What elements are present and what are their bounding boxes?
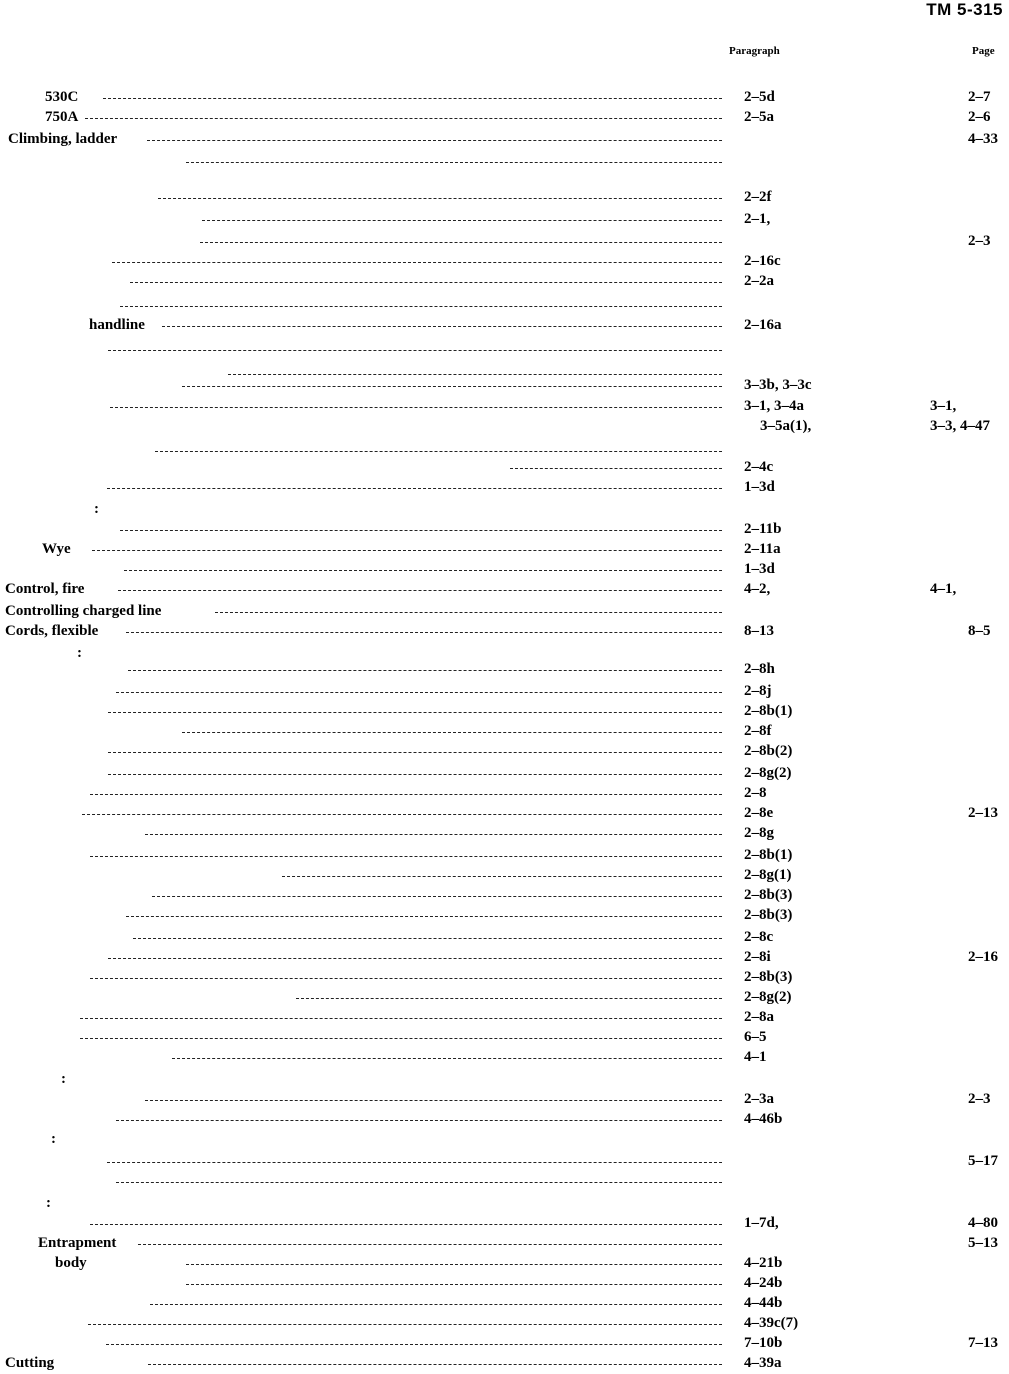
page-ref: 4–33 xyxy=(968,131,998,147)
page-ref: 4–1, xyxy=(930,581,957,597)
index-term: : xyxy=(94,501,99,517)
dot-leader xyxy=(126,632,722,633)
paragraph-ref: 4–46b xyxy=(744,1111,783,1127)
index-row xyxy=(0,602,1009,622)
index-row xyxy=(0,500,1009,520)
paragraph-ref: 3–5a(1), xyxy=(760,418,812,434)
index-row xyxy=(0,928,1009,948)
dot-leader xyxy=(215,612,722,613)
dot-leader xyxy=(186,1264,722,1265)
index-row xyxy=(0,1294,1009,1314)
index-term: Cords, flexible xyxy=(5,623,99,639)
paragraph-ref: 2–8b(3) xyxy=(744,969,793,985)
column-header-page: Page xyxy=(972,45,995,57)
dot-leader xyxy=(155,451,722,452)
dot-leader xyxy=(186,1284,722,1285)
index-row xyxy=(0,520,1009,540)
dot-leader xyxy=(90,856,722,857)
page-ref: 7–13 xyxy=(968,1335,998,1351)
dot-leader xyxy=(182,732,722,733)
index-row xyxy=(0,397,1009,417)
dot-leader xyxy=(118,590,722,591)
dot-leader xyxy=(120,530,722,531)
page-ref: 2–13 xyxy=(968,805,998,821)
dot-leader xyxy=(200,242,722,243)
dot-leader xyxy=(150,1304,722,1305)
dot-leader xyxy=(80,1018,722,1019)
dot-leader xyxy=(128,670,722,671)
dot-leader xyxy=(138,1244,722,1245)
index-row xyxy=(0,478,1009,498)
paragraph-ref: 4–39a xyxy=(744,1355,782,1371)
index-row xyxy=(0,846,1009,866)
paragraph-ref: 2–8b(3) xyxy=(744,887,793,903)
dot-leader xyxy=(116,692,722,693)
index-row xyxy=(0,130,1009,150)
paragraph-ref: 2–11b xyxy=(744,521,782,537)
index-row xyxy=(0,682,1009,702)
dot-leader xyxy=(202,220,722,221)
index-row xyxy=(0,1254,1009,1274)
index-row xyxy=(0,906,1009,926)
index-row xyxy=(0,88,1009,108)
index-term: Control, fire xyxy=(5,581,85,597)
index-row xyxy=(0,764,1009,784)
index-row xyxy=(0,340,1009,360)
paragraph-ref: 2–5a xyxy=(744,109,774,125)
paragraph-ref: 2–4c xyxy=(744,459,774,475)
dot-leader xyxy=(90,1224,722,1225)
page-ref: 8–5 xyxy=(968,623,991,639)
index-term: : xyxy=(77,645,82,661)
dot-leader xyxy=(162,326,722,327)
paragraph-ref: 2–8a xyxy=(744,1009,774,1025)
index-row xyxy=(0,1172,1009,1192)
index-row xyxy=(0,622,1009,642)
dot-leader xyxy=(145,834,722,835)
index-row xyxy=(0,1274,1009,1294)
paragraph-ref: 2–11a xyxy=(744,541,781,557)
index-row xyxy=(0,108,1009,128)
dot-leader xyxy=(82,814,722,815)
dot-leader xyxy=(112,262,722,263)
index-row xyxy=(0,824,1009,844)
paragraph-ref: 2–8b(3) xyxy=(744,907,793,923)
column-header-paragraph: Paragraph xyxy=(729,45,780,57)
paragraph-ref: 7–10b xyxy=(744,1335,783,1351)
index-term: body xyxy=(55,1255,87,1271)
dot-leader xyxy=(133,938,722,939)
paragraph-ref: 4–24b xyxy=(744,1275,783,1291)
index-row xyxy=(0,886,1009,906)
dot-leader xyxy=(172,1058,722,1059)
index-row xyxy=(0,458,1009,478)
index-term: Wye xyxy=(42,541,71,557)
dot-leader xyxy=(282,876,722,877)
index-row xyxy=(0,1070,1009,1090)
index-row xyxy=(0,1234,1009,1254)
paragraph-ref: 2–2f xyxy=(744,189,772,205)
paragraph-ref: 2–1, xyxy=(744,211,771,227)
index-term: 530C xyxy=(45,89,79,105)
paragraph-ref: 3–1, 3–4a xyxy=(744,398,804,414)
index-row xyxy=(0,376,1009,396)
paragraph-ref: 4–2, xyxy=(744,581,771,597)
index-row xyxy=(0,1334,1009,1354)
index-row xyxy=(0,152,1009,172)
paragraph-ref: 3–3b, 3–3c xyxy=(744,377,812,393)
paragraph-ref: 4–1 xyxy=(744,1049,767,1065)
paragraph-ref: 4–21b xyxy=(744,1255,783,1271)
dot-leader xyxy=(148,1364,722,1365)
index-row xyxy=(0,722,1009,742)
paragraph-ref: 2–8c xyxy=(744,929,774,945)
paragraph-ref: 2–8b(1) xyxy=(744,703,793,719)
paragraph-ref: 1–7d, xyxy=(744,1215,779,1231)
paragraph-ref: 2–8i xyxy=(744,949,771,965)
page-ref: 5–13 xyxy=(968,1235,998,1251)
index-row xyxy=(0,560,1009,580)
paragraph-ref: 2–8j xyxy=(744,683,772,699)
page-ref: 4–80 xyxy=(968,1215,998,1231)
page-ref: 2–3 xyxy=(968,1091,991,1107)
index-row xyxy=(0,660,1009,680)
page-ref: 2–6 xyxy=(968,109,991,125)
dot-leader xyxy=(108,752,722,753)
index-row xyxy=(0,1354,1009,1374)
doc-number: TM 5-315 xyxy=(926,0,1003,19)
dot-leader xyxy=(108,774,722,775)
dot-leader xyxy=(108,350,722,351)
index-row xyxy=(0,1130,1009,1150)
paragraph-ref: 1–3d xyxy=(744,479,775,495)
index-row xyxy=(0,580,1009,600)
paragraph-ref: 4–39c(7) xyxy=(744,1315,799,1331)
paragraph-ref: 2–8g xyxy=(744,825,774,841)
dot-leader xyxy=(228,374,722,375)
dot-leader xyxy=(103,98,722,99)
index-row xyxy=(0,702,1009,722)
index-row xyxy=(0,1110,1009,1130)
paragraph-ref: 8–13 xyxy=(744,623,774,639)
index-term: Entrapment xyxy=(38,1235,117,1251)
dot-leader xyxy=(90,794,722,795)
index-row xyxy=(0,866,1009,886)
dot-leader xyxy=(90,978,722,979)
page-ref: 3–1, xyxy=(930,398,957,414)
page-ref: 2–3 xyxy=(968,233,991,249)
paragraph-ref: 2–8g(2) xyxy=(744,765,792,781)
paragraph-ref: 2–16c xyxy=(744,253,781,269)
index-term: Cutting xyxy=(5,1355,55,1371)
index-row xyxy=(0,1314,1009,1334)
dot-leader xyxy=(116,1120,722,1121)
index-row xyxy=(0,784,1009,804)
index-term: Controlling charged line xyxy=(5,603,162,619)
page-ref: 2–16 xyxy=(968,949,998,965)
index-row xyxy=(0,272,1009,292)
dot-leader xyxy=(145,1100,722,1101)
dot-leader xyxy=(88,1324,722,1325)
paragraph-ref: 2–2a xyxy=(744,273,774,289)
index-row xyxy=(0,948,1009,968)
dot-leader xyxy=(110,407,722,408)
dot-leader xyxy=(147,140,722,141)
index-row xyxy=(0,188,1009,208)
index-row xyxy=(0,232,1009,252)
index-row xyxy=(0,1028,1009,1048)
dot-leader xyxy=(124,570,722,571)
paragraph-ref: 2–8h xyxy=(744,661,775,677)
index-row xyxy=(0,1048,1009,1068)
dot-leader xyxy=(92,550,722,551)
paragraph-ref: 4–44b xyxy=(744,1295,783,1311)
index-term: 750A xyxy=(45,109,79,125)
index-term: Climbing, ladder xyxy=(8,131,118,147)
paragraph-ref: 2–8 xyxy=(744,785,767,801)
dot-leader xyxy=(108,712,722,713)
index-term: : xyxy=(51,1131,56,1147)
index-row xyxy=(0,296,1009,316)
index-row xyxy=(0,804,1009,824)
paragraph-ref: 1–3d xyxy=(744,561,775,577)
index-row xyxy=(0,1008,1009,1028)
index-row xyxy=(0,968,1009,988)
dot-leader xyxy=(182,386,722,387)
dot-leader xyxy=(107,488,722,489)
dot-leader xyxy=(130,282,722,283)
dot-leader xyxy=(80,1038,722,1039)
dot-leader xyxy=(186,162,722,163)
paragraph-ref: 2–8g(1) xyxy=(744,867,792,883)
index-term: : xyxy=(61,1071,66,1087)
paragraph-ref: 2–5d xyxy=(744,89,775,105)
dot-leader xyxy=(296,998,722,999)
dot-leader xyxy=(152,896,722,897)
index-row xyxy=(0,316,1009,336)
dot-leader xyxy=(116,1182,722,1183)
page-ref: 3–3, 4–47 xyxy=(930,418,990,434)
dot-leader xyxy=(158,198,722,199)
dot-leader xyxy=(107,1162,722,1163)
index-row xyxy=(0,1194,1009,1214)
paragraph-ref: 2–8b(1) xyxy=(744,847,793,863)
index-term: handline xyxy=(89,317,145,333)
page-ref: 5–17 xyxy=(968,1153,998,1169)
index-row xyxy=(0,742,1009,762)
index-row xyxy=(0,1214,1009,1234)
paragraph-ref: 2–16a xyxy=(744,317,782,333)
paragraph-ref: 2–3a xyxy=(744,1091,774,1107)
page-ref: 2–7 xyxy=(968,89,991,105)
index-row xyxy=(0,1090,1009,1110)
index-row xyxy=(0,988,1009,1008)
paragraph-ref: 6–5 xyxy=(744,1029,767,1045)
paragraph-ref: 2–8g(2) xyxy=(744,989,792,1005)
index-row xyxy=(0,252,1009,272)
index-row xyxy=(0,540,1009,560)
paragraph-ref: 2–8e xyxy=(744,805,774,821)
dot-leader xyxy=(510,468,722,469)
dot-leader xyxy=(120,306,722,307)
dot-leader xyxy=(108,958,722,959)
dot-leader xyxy=(126,916,722,917)
dot-leader xyxy=(106,1344,722,1345)
dot-leader xyxy=(85,118,722,119)
index-row xyxy=(0,417,1009,437)
paragraph-ref: 2–8f xyxy=(744,723,772,739)
index-row xyxy=(0,210,1009,230)
index-term: : xyxy=(46,1195,51,1211)
index-row xyxy=(0,1152,1009,1172)
paragraph-ref: 2–8b(2) xyxy=(744,743,793,759)
